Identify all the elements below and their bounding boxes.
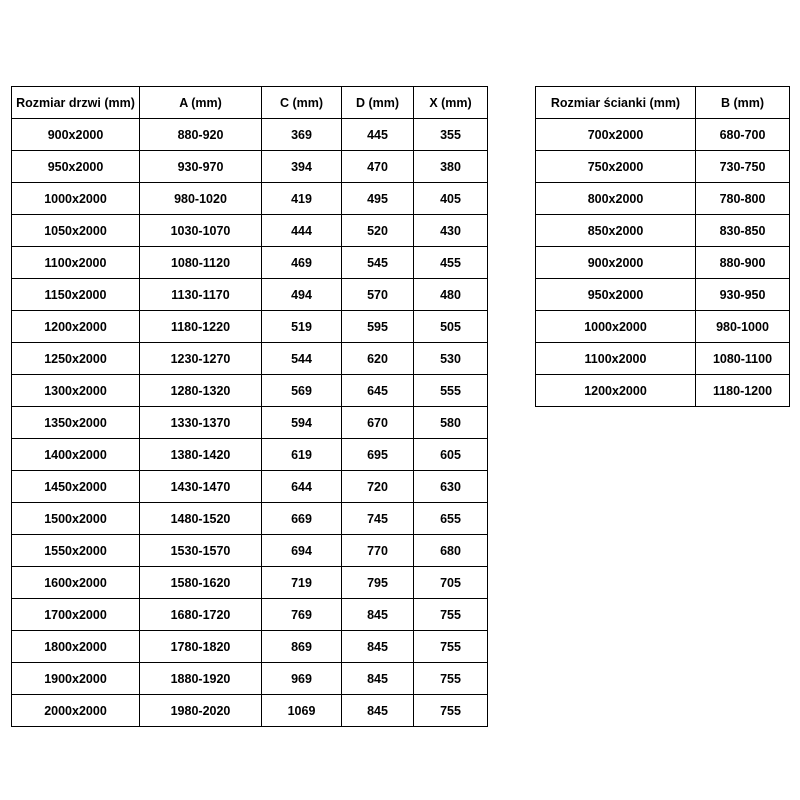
cell-c: 644 (262, 471, 342, 503)
cell-wall-size: 800x2000 (536, 183, 696, 215)
table-row (12, 151, 488, 183)
cell-x: 480 (414, 279, 488, 311)
cell-c: 594 (262, 407, 342, 439)
cell-door-size: 1550x2000 (12, 535, 140, 567)
door-size-table (11, 86, 488, 727)
table-row (12, 407, 488, 439)
cell-a: 1130-1170 (140, 279, 262, 311)
cell-d: 470 (342, 151, 414, 183)
wall-size-table (535, 86, 790, 407)
cell-x: 755 (414, 695, 488, 727)
cell-door-size: 1400x2000 (12, 439, 140, 471)
cell-d: 545 (342, 247, 414, 279)
cell-d: 445 (342, 119, 414, 151)
cell-x: 380 (414, 151, 488, 183)
cell-a: 1230-1270 (140, 343, 262, 375)
table-row (12, 311, 488, 343)
column-header-b: B (mm) (696, 87, 790, 119)
cell-x: 755 (414, 663, 488, 695)
cell-x: 630 (414, 471, 488, 503)
table-row (12, 663, 488, 695)
table-row (536, 311, 790, 343)
cell-a: 1180-1220 (140, 311, 262, 343)
cell-wall-size: 1100x2000 (536, 343, 696, 375)
cell-a: 1680-1720 (140, 599, 262, 631)
cell-c: 1069 (262, 695, 342, 727)
cell-c: 419 (262, 183, 342, 215)
cell-x: 355 (414, 119, 488, 151)
cell-d: 795 (342, 567, 414, 599)
cell-d: 495 (342, 183, 414, 215)
table-row (12, 375, 488, 407)
cell-door-size: 1700x2000 (12, 599, 140, 631)
cell-a: 1380-1420 (140, 439, 262, 471)
cell-door-size: 950x2000 (12, 151, 140, 183)
cell-x: 580 (414, 407, 488, 439)
table-row (536, 215, 790, 247)
column-header-a: A (mm) (140, 87, 262, 119)
cell-a: 1780-1820 (140, 631, 262, 663)
cell-d: 570 (342, 279, 414, 311)
cell-d: 720 (342, 471, 414, 503)
table-row (536, 343, 790, 375)
cell-d: 745 (342, 503, 414, 535)
cell-a: 1530-1570 (140, 535, 262, 567)
cell-door-size: 900x2000 (12, 119, 140, 151)
cell-a: 1980-2020 (140, 695, 262, 727)
cell-d: 770 (342, 535, 414, 567)
cell-c: 769 (262, 599, 342, 631)
cell-b: 830-850 (696, 215, 790, 247)
cell-c: 469 (262, 247, 342, 279)
cell-b: 930-950 (696, 279, 790, 311)
cell-door-size: 1350x2000 (12, 407, 140, 439)
cell-door-size: 1250x2000 (12, 343, 140, 375)
cell-door-size: 1600x2000 (12, 567, 140, 599)
table-header-row (12, 87, 488, 119)
table-row (12, 247, 488, 279)
cell-door-size: 1300x2000 (12, 375, 140, 407)
cell-c: 669 (262, 503, 342, 535)
table-row (12, 535, 488, 567)
table-row (12, 119, 488, 151)
table-row (536, 183, 790, 215)
cell-c: 519 (262, 311, 342, 343)
cell-door-size: 1200x2000 (12, 311, 140, 343)
wall-table-header (536, 87, 790, 119)
cell-c: 619 (262, 439, 342, 471)
table-row (12, 183, 488, 215)
cell-c: 569 (262, 375, 342, 407)
cell-wall-size: 950x2000 (536, 279, 696, 311)
cell-c: 494 (262, 279, 342, 311)
cell-c: 694 (262, 535, 342, 567)
column-header-wall-size: Rozmiar ścianki (mm) (536, 87, 696, 119)
cell-d: 845 (342, 695, 414, 727)
table-row (536, 119, 790, 151)
cell-b: 680-700 (696, 119, 790, 151)
cell-c: 969 (262, 663, 342, 695)
cell-door-size: 1100x2000 (12, 247, 140, 279)
cell-wall-size: 1200x2000 (536, 375, 696, 407)
cell-c: 544 (262, 343, 342, 375)
cell-x: 530 (414, 343, 488, 375)
table-row (12, 471, 488, 503)
cell-x: 655 (414, 503, 488, 535)
cell-b: 780-800 (696, 183, 790, 215)
cell-d: 520 (342, 215, 414, 247)
table-row (536, 375, 790, 407)
table-row (12, 631, 488, 663)
cell-x: 705 (414, 567, 488, 599)
cell-d: 845 (342, 599, 414, 631)
cell-b: 730-750 (696, 151, 790, 183)
cell-a: 1330-1370 (140, 407, 262, 439)
cell-x: 680 (414, 535, 488, 567)
table-row (12, 567, 488, 599)
cell-c: 719 (262, 567, 342, 599)
cell-d: 695 (342, 439, 414, 471)
cell-door-size: 2000x2000 (12, 695, 140, 727)
cell-a: 1430-1470 (140, 471, 262, 503)
cell-c: 444 (262, 215, 342, 247)
door-table-header (12, 87, 488, 119)
table-row (536, 247, 790, 279)
table-row (12, 599, 488, 631)
cell-a: 880-920 (140, 119, 262, 151)
cell-wall-size: 700x2000 (536, 119, 696, 151)
cell-x: 605 (414, 439, 488, 471)
table-row (12, 279, 488, 311)
cell-b: 1080-1100 (696, 343, 790, 375)
column-header-c: C (mm) (262, 87, 342, 119)
wall-table-body (536, 119, 790, 407)
cell-b: 980-1000 (696, 311, 790, 343)
cell-d: 845 (342, 663, 414, 695)
cell-c: 369 (262, 119, 342, 151)
column-header-x: X (mm) (414, 87, 488, 119)
table-row (536, 279, 790, 311)
cell-b: 880-900 (696, 247, 790, 279)
cell-wall-size: 900x2000 (536, 247, 696, 279)
table-row (12, 215, 488, 247)
cell-d: 595 (342, 311, 414, 343)
cell-wall-size: 750x2000 (536, 151, 696, 183)
table-row (12, 343, 488, 375)
cell-door-size: 1050x2000 (12, 215, 140, 247)
cell-c: 869 (262, 631, 342, 663)
cell-door-size: 1150x2000 (12, 279, 140, 311)
cell-a: 1580-1620 (140, 567, 262, 599)
cell-d: 620 (342, 343, 414, 375)
cell-door-size: 1800x2000 (12, 631, 140, 663)
cell-x: 755 (414, 631, 488, 663)
cell-a: 1880-1920 (140, 663, 262, 695)
cell-door-size: 1000x2000 (12, 183, 140, 215)
cell-door-size: 1450x2000 (12, 471, 140, 503)
cell-a: 1280-1320 (140, 375, 262, 407)
cell-d: 645 (342, 375, 414, 407)
cell-x: 430 (414, 215, 488, 247)
cell-wall-size: 1000x2000 (536, 311, 696, 343)
column-header-door-size: Rozmiar drzwi (mm) (12, 87, 140, 119)
cell-x: 555 (414, 375, 488, 407)
cell-x: 755 (414, 599, 488, 631)
cell-x: 455 (414, 247, 488, 279)
cell-c: 394 (262, 151, 342, 183)
cell-b: 1180-1200 (696, 375, 790, 407)
cell-a: 980-1020 (140, 183, 262, 215)
table-row (12, 695, 488, 727)
cell-x: 405 (414, 183, 488, 215)
table-row (12, 439, 488, 471)
cell-door-size: 1500x2000 (12, 503, 140, 535)
door-table-body (12, 119, 488, 727)
cell-a: 1030-1070 (140, 215, 262, 247)
table-header-row (536, 87, 790, 119)
table-row (12, 503, 488, 535)
cell-a: 930-970 (140, 151, 262, 183)
column-header-d: D (mm) (342, 87, 414, 119)
cell-a: 1480-1520 (140, 503, 262, 535)
cell-a: 1080-1120 (140, 247, 262, 279)
cell-d: 845 (342, 631, 414, 663)
cell-door-size: 1900x2000 (12, 663, 140, 695)
cell-x: 505 (414, 311, 488, 343)
cell-wall-size: 850x2000 (536, 215, 696, 247)
cell-d: 670 (342, 407, 414, 439)
table-row (536, 151, 790, 183)
